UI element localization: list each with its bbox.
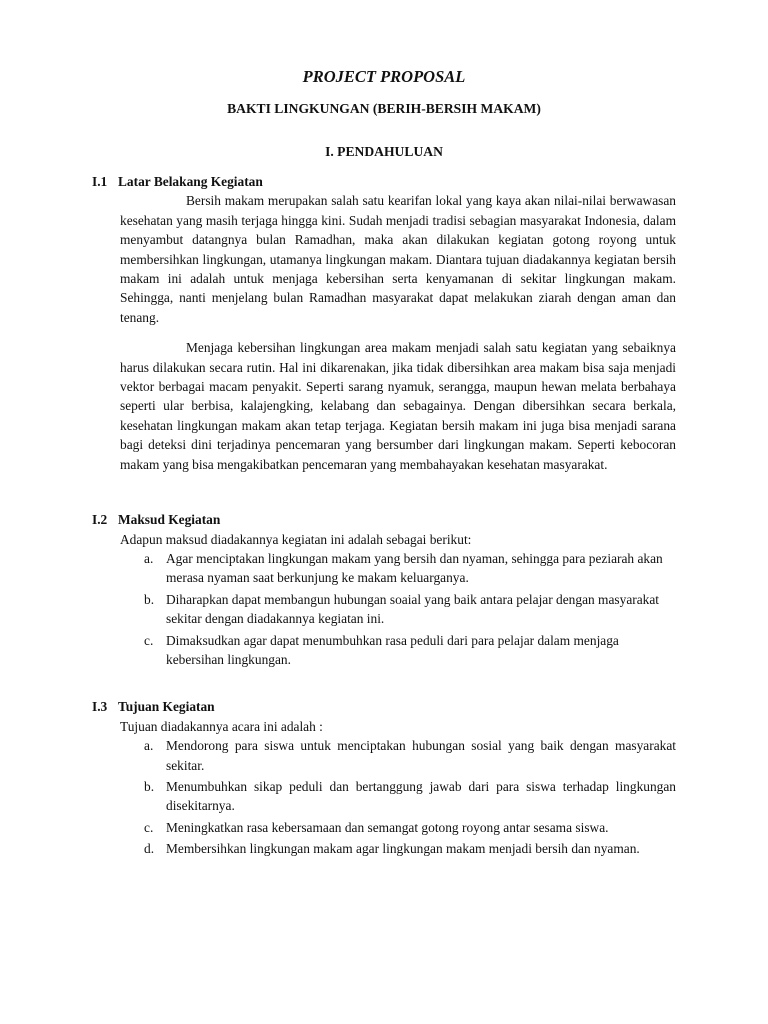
list-marker: b. — [144, 591, 155, 607]
section-title: Tujuan Kegiatan — [118, 699, 215, 715]
list-item-text: Agar menciptakan lingkungan makam yang bersih dan nyaman, sehingga para peziarah akan merasa nyaman saat berkunjung ke makam keluarganya. — [166, 550, 663, 586]
list-marker: d. — [144, 841, 155, 857]
list-item — [144, 590, 676, 629]
list-item-text: Diharapkan dapat membangun hubungan soaial yang baik antara pelajar dengan masyarakat sekitar dengan diadakannya kegiatan ini. — [166, 591, 660, 627]
page-subtitle: BAKTI LINGKUNGAN (BERIH-BERSIH MAKAM) — [227, 101, 541, 116]
section-intro: Adapun maksud diadakannya kegiatan ini adalah sebagai berikut: — [120, 531, 472, 547]
list-item — [144, 777, 676, 816]
section-intro: Tujuan diadakannya acara ini adalah : — [120, 718, 323, 734]
list-item-text: Mendorong para siswa untuk menciptakan hubungan sosial yang baik dengan masyarakat sekitar. — [166, 738, 676, 773]
list-item-text: Meningkatkan rasa kebersamaan dan semangat gotong royong antar sesama siswa. — [166, 819, 609, 835]
list-item — [144, 839, 676, 858]
page-title: PROJECT PROPOSAL — [302, 67, 466, 86]
section-heading-maksud — [92, 510, 676, 529]
list-marker: b. — [144, 778, 155, 794]
section-number: I.3 — [92, 699, 108, 715]
section-heading-latar-belakang — [92, 172, 676, 191]
list-item-text: Membersihkan lingkungan makam agar lingkungan makam menjadi bersih dan nyaman. — [166, 841, 640, 857]
section-number: I.2 — [92, 512, 108, 528]
section-title: Maksud Kegiatan — [118, 512, 221, 528]
section-heading-tujuan — [92, 697, 676, 716]
list-item — [144, 631, 676, 670]
list-item-text: Menumbuhkan sikap peduli dan bertanggung jawab dari para siswa terhadap lingkungan disekitarnya. — [166, 778, 676, 814]
section-title: Latar Belakang Kegiatan — [118, 174, 263, 189]
paragraph: Bersih makam merupakan salah satu kearifan lokal yang kaya akan nilai-nilai berwawasan kesehatan yang masih terjaga hingga kini. Sudah menjadi tradisi sebagian masyarakat Indonesia, dalam menyambut datangnya bulan Ramadhan, maka akan dilakukan kegiatan gotong royong untuk membersihkan lingkungan, utamanya lingkungan makam. Diantara tujuan diadakannya kegiatan bersih makam ini adalah untuk menjaga kebersihan serta kenyamanan di sekitar lingkungan makam. Sehingga, nanti menjelang bulan Ramadhan masyarakat dapat melakukan ziarah dengan aman dan tenang. — [120, 193, 676, 325]
list-marker: a. — [144, 550, 154, 566]
paragraph: Menjaga kebersihan lingkungan area makam menjadi salah satu kegiatan yang sebaiknya harus dilakukan secara rutin. Hal ini dikarenakan, jika tidak dibersihkan area makam bisa saja menjadi vektor berbagai macam penyakit. Seperti sarang nyamuk, serangga, maupun hewan melata berbahaya seperti ular berbisa, kalajengking, kelabang dan sebagainya. Dengan dibersihkan secara berkala, kesehatan lingkungan makam akan tetap terjaga. Kegiatan bersih makam ini juga bisa menjadi sarana bagi deteksi dini terjadinya pencemaran yang bersumber dari lingkungan makam. Seperti kebocoran makam yang bisa mengakibatkan pencemaran yang membahayakan kesehatan masyarakat. — [120, 340, 676, 472]
maksud-list — [92, 549, 676, 669]
list-marker: c. — [144, 819, 154, 835]
list-marker: a. — [144, 738, 154, 754]
chapter-heading: I. PENDAHULUAN — [325, 144, 443, 159]
list-item — [144, 736, 676, 775]
list-item — [144, 818, 676, 837]
list-item — [144, 549, 676, 588]
list-marker: c. — [144, 632, 154, 648]
list-item-text: Dimaksudkan agar dapat menumbuhkan rasa peduli dari para pelajar dalam menjaga kebersihan lingkungan. — [166, 632, 619, 667]
tujuan-list — [92, 736, 676, 858]
section-number: I.1 — [92, 174, 108, 189]
